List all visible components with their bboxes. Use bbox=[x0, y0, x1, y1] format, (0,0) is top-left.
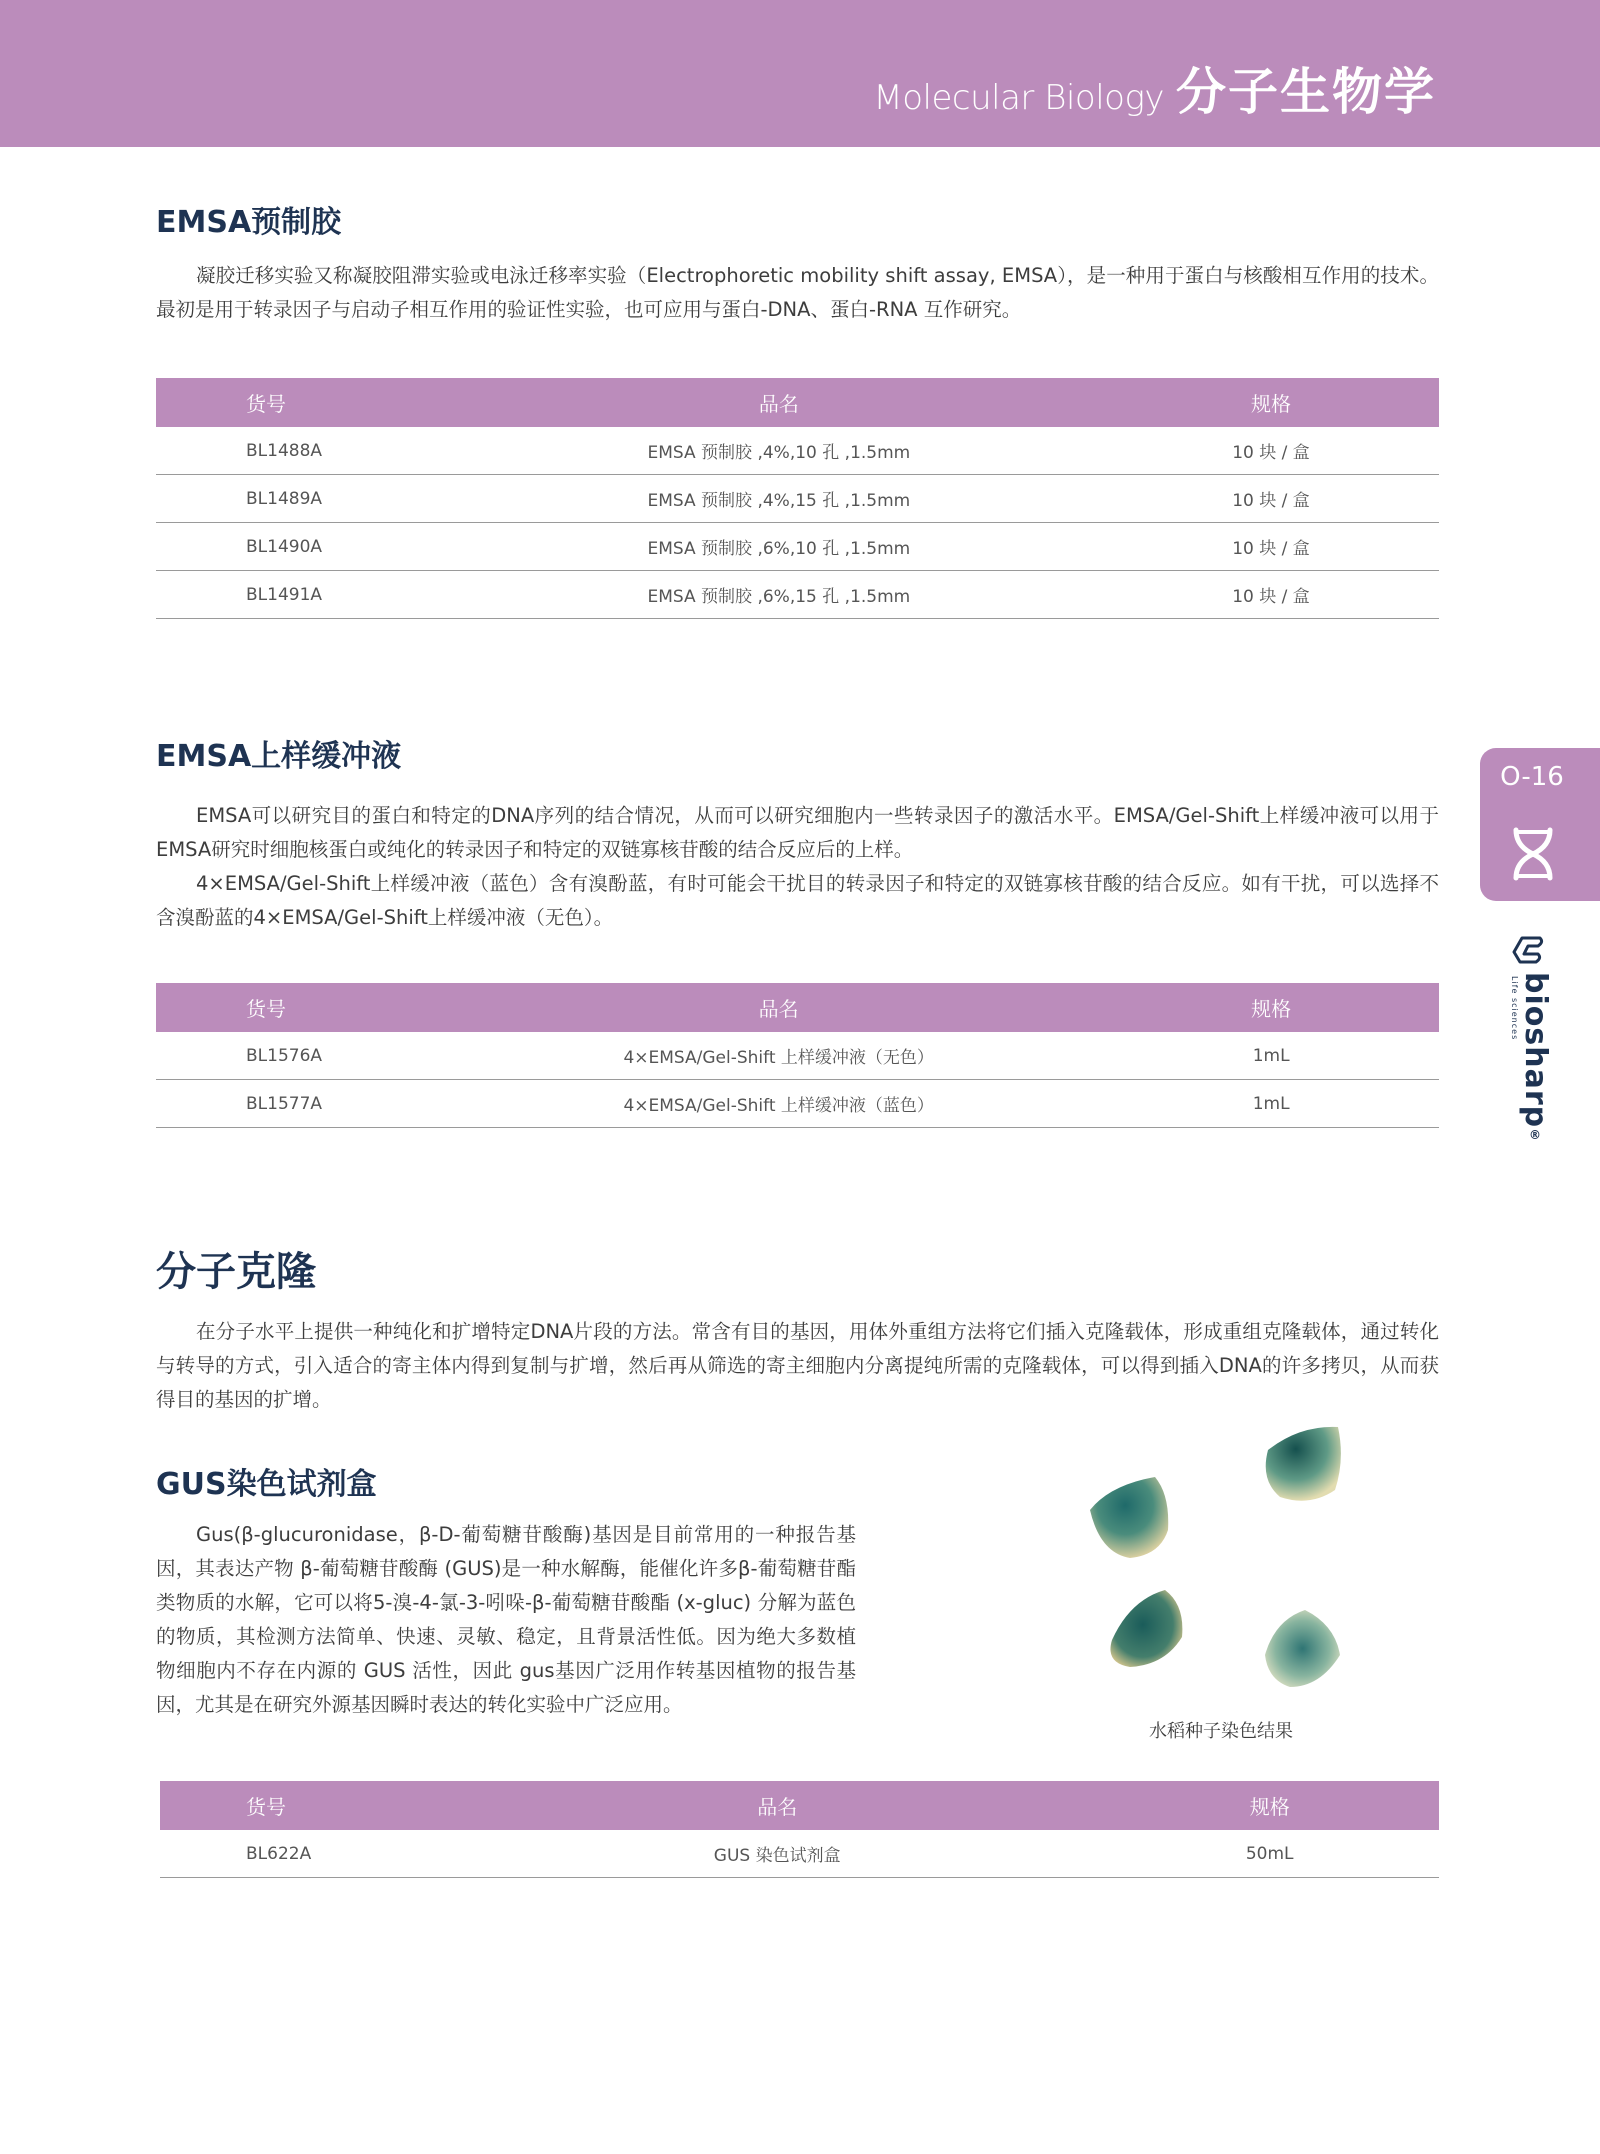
table-header-row bbox=[156, 983, 1439, 1032]
cell-name: 4×EMSA/Gel-Shift 上样缓冲液（蓝色） bbox=[454, 1080, 1103, 1128]
dna-icon bbox=[1510, 826, 1556, 882]
cell-code: BL1491A bbox=[156, 571, 455, 619]
table-row bbox=[156, 1032, 1439, 1080]
cell-name: EMSA 预制胶 ,4%,10 孔 ,1.5mm bbox=[455, 427, 1103, 475]
table-header-row bbox=[160, 1781, 1439, 1830]
col-header-name: 品名 bbox=[454, 1781, 1100, 1830]
rice-seed-1 bbox=[1090, 1477, 1168, 1558]
table-row bbox=[156, 427, 1439, 475]
col-header-name: 品名 bbox=[454, 983, 1103, 1032]
page-number: O-16 bbox=[1500, 762, 1564, 792]
cell-code: BL1576A bbox=[156, 1032, 454, 1080]
cell-spec: 1mL bbox=[1103, 1032, 1439, 1080]
table-row bbox=[156, 523, 1439, 571]
col-header-spec: 规格 bbox=[1103, 378, 1439, 427]
cell-code: BL1488A bbox=[156, 427, 455, 475]
section-cloning bbox=[156, 1240, 1439, 1297]
gus-table bbox=[160, 1781, 1439, 1878]
cell-code: BL1490A bbox=[156, 523, 455, 571]
side-tab bbox=[1480, 748, 1600, 901]
col-header-spec: 规格 bbox=[1103, 983, 1439, 1032]
cell-name: GUS 染色试剂盒 bbox=[454, 1830, 1100, 1878]
emsa-gel-paragraph: 凝胶迁移实验又称凝胶阻滞实验或电泳迁移率实验（Electrophoretic mobility shift assay, EMSA），是一种用于蛋白与核酸相互作用的技术。最初是用于转录因子与启动子相互作用的验证性实验，也可应用与蛋白-DNA、蛋白-RNA 互作研究。 bbox=[156, 264, 1439, 321]
brand-name bbox=[1518, 972, 1553, 1143]
section-title-cloning: 分子克隆 bbox=[156, 1249, 316, 1295]
gus-paragraph: Gus(β-glucuronidase，β-D-葡萄糖苷酸酶)基因是目前常用的一种报告基因，其表达产物 β-葡萄糖苷酸酶 (GUS)是一种水解酶，能催化许多β-葡萄糖苷酯类物质的水解，它可以将5-溴-4-氯-3-吲哚-β-葡萄糖苷酸酯 (x-gluc) 分解为蓝色的物质，其检测方法简单、快速、灵敏、稳定，且背景活性低。因为绝大多数植物细胞内不存在内源的 GUS 活性，因此 gus基因广泛用作转基因植物的报告基因，尤其是在研究外源基因瞬时表达的转化实验中广泛应用。 bbox=[156, 1523, 856, 1716]
emsa-buffer-table-wrap bbox=[156, 983, 1439, 1128]
col-header-code: 货号 bbox=[156, 983, 454, 1032]
cell-name: 4×EMSA/Gel-Shift 上样缓冲液（无色） bbox=[454, 1032, 1103, 1080]
emsa-gel-table-wrap bbox=[156, 378, 1439, 619]
table-row bbox=[156, 475, 1439, 523]
rice-seed-4 bbox=[1265, 1610, 1340, 1687]
brand-subtitle: Life sciences bbox=[1510, 976, 1519, 1041]
col-header-code: 货号 bbox=[156, 378, 455, 427]
gus-description bbox=[156, 1518, 856, 1722]
cell-spec: 50mL bbox=[1100, 1830, 1439, 1878]
emsa-gel-table bbox=[156, 378, 1439, 619]
col-header-name: 品名 bbox=[455, 378, 1103, 427]
cell-spec: 1mL bbox=[1103, 1080, 1439, 1128]
rice-seed-3 bbox=[1110, 1590, 1182, 1667]
gus-table-wrap bbox=[160, 1781, 1439, 1878]
emsa-buffer-paragraph-1: EMSA可以研究目的蛋白和特定的DNA序列的结合情况，从而可以研究细胞内一些转录因子的激活水平。EMSA/Gel-Shift上样缓冲液可以用于EMSA研究时细胞核蛋白或纯化的转录因子和特定的双链寡核苷酸的结合反应后的上样。 bbox=[156, 804, 1439, 861]
cell-name: EMSA 预制胶 ,6%,10 孔 ,1.5mm bbox=[455, 523, 1103, 571]
emsa-buffer-table bbox=[156, 983, 1439, 1128]
brand-logo bbox=[1506, 932, 1566, 1144]
brand-name-text: biosharp bbox=[1518, 972, 1553, 1129]
table-row bbox=[156, 1080, 1439, 1128]
cell-name: EMSA 预制胶 ,6%,15 孔 ,1.5mm bbox=[455, 571, 1103, 619]
emsa-buffer-paragraph-2: 4×EMSA/Gel-Shift上样缓冲液（蓝色）含有溴酚蓝，有时可能会干扰目的转录因子和特定的双链寡核苷酸的结合反应。如有干扰，可以选择不含溴酚蓝的4×EMSA/Gel-Shift上样缓冲液（无色）。 bbox=[156, 872, 1439, 929]
header-title bbox=[873, 52, 1436, 124]
section-title-emsa-buffer: EMSA上样缓冲液 bbox=[156, 739, 402, 774]
cell-spec: 10 块 / 盒 bbox=[1103, 475, 1439, 523]
figure-caption: 水稻种子染色结果 bbox=[1149, 1721, 1293, 1742]
table-row bbox=[160, 1830, 1439, 1878]
cloning-paragraph: 在分子水平上提供一种纯化和扩增特定DNA片段的方法。常含有目的基因，用体外重组方法将它们插入克隆载体，形成重组克隆载体，通过转化与转导的方式，引入适合的寄主体内得到复制与扩增，然后再从筛选的寄主细胞内分离提纯所需的克隆载体，可以得到插入DNA的许多拷贝，从而获得目的基因的扩增。 bbox=[156, 1320, 1439, 1411]
header-title-en: Molecular Biology bbox=[873, 78, 1164, 118]
page-header bbox=[0, 0, 1600, 147]
cell-name: EMSA 预制胶 ,4%,15 孔 ,1.5mm bbox=[455, 475, 1103, 523]
cell-spec: 10 块 / 盒 bbox=[1103, 571, 1439, 619]
cell-code: BL1577A bbox=[156, 1080, 454, 1128]
table-header-row bbox=[156, 378, 1439, 427]
cell-spec: 10 块 / 盒 bbox=[1103, 427, 1439, 475]
rice-seed-image bbox=[1070, 1415, 1400, 1715]
section-title-gus: GUS染色试剂盒 bbox=[156, 1467, 377, 1502]
col-header-code: 货号 bbox=[160, 1781, 454, 1830]
emsa-gel-description bbox=[156, 259, 1439, 327]
section-emsa-buffer bbox=[156, 731, 1439, 775]
cell-code: BL622A bbox=[160, 1830, 454, 1878]
section-emsa-gel bbox=[156, 197, 1439, 241]
col-header-spec: 规格 bbox=[1100, 1781, 1439, 1830]
cloning-description bbox=[156, 1315, 1439, 1417]
emsa-buffer-description bbox=[156, 799, 1439, 935]
brand-registered-mark: ® bbox=[1528, 1128, 1542, 1144]
biosharp-logo-icon bbox=[1510, 932, 1546, 968]
section-title-emsa-gel: EMSA预制胶 bbox=[156, 205, 342, 240]
header-title-zh: 分子生物学 bbox=[1176, 63, 1436, 121]
cell-spec: 10 块 / 盒 bbox=[1103, 523, 1439, 571]
table-row bbox=[156, 571, 1439, 619]
rice-seed-2 bbox=[1266, 1427, 1341, 1501]
cell-code: BL1489A bbox=[156, 475, 455, 523]
rice-seed-figure bbox=[1070, 1415, 1400, 1735]
